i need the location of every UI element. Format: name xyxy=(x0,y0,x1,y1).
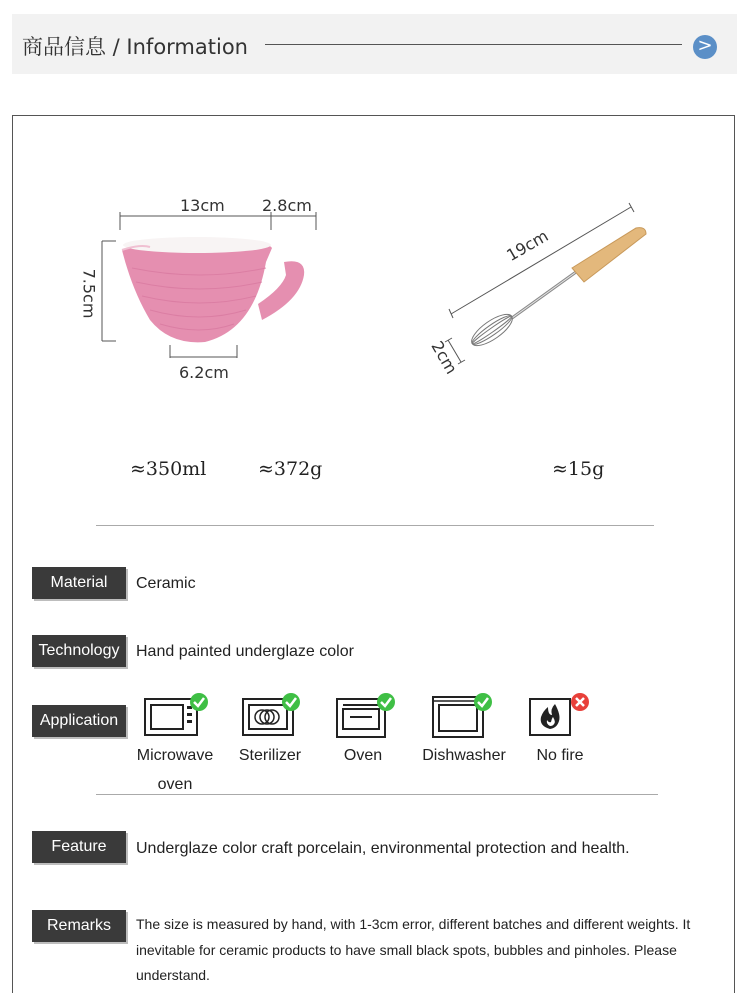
whisk-weight-value: ≈15g xyxy=(552,458,605,480)
technology-label: Technology xyxy=(32,635,126,667)
feature-value: Underglaze color craft porcelain, environmental protection and health. xyxy=(136,840,630,857)
material-label: Material xyxy=(32,567,126,599)
application-label: Application xyxy=(32,705,126,737)
oven-icon xyxy=(334,693,404,743)
app-label-oven: Oven xyxy=(343,747,383,764)
material-value: Ceramic xyxy=(136,575,196,592)
sterilizer-icon xyxy=(240,693,310,743)
app-label-microwave: Microwave oven xyxy=(136,747,214,793)
feature-label: Feature xyxy=(32,831,126,863)
remarks-value: The size is measured by hand, with 1-3cm error, different batches and different weights. It inevitable for ceramic products to have small black spots, bubbles and pinholes. Please understand. xyxy=(136,916,691,983)
section-divider xyxy=(96,525,654,526)
dishwasher-icon xyxy=(430,693,500,743)
app-label-dishwasher: Dishwasher xyxy=(422,747,506,764)
section-divider xyxy=(96,794,658,795)
app-label-no-fire: No fire xyxy=(536,747,584,764)
microwave-icon xyxy=(142,693,212,743)
whisk-length-label: 19cm xyxy=(503,226,552,265)
bowl-base-label: 6.2cm xyxy=(179,363,229,382)
chevron-right-icon[interactable]: > xyxy=(693,35,717,59)
technology-value: Hand painted underglaze color xyxy=(136,643,354,660)
whisk-width-label: 2cm xyxy=(427,337,462,378)
base-dimension xyxy=(170,345,237,358)
bowl-width-label: 13cm xyxy=(180,196,225,215)
app-label-sterilizer: Sterilizer xyxy=(238,747,302,764)
bowl-weight-value: ≈372g xyxy=(258,458,323,480)
fire-icon xyxy=(527,693,597,743)
whisk xyxy=(467,228,646,352)
height-dimension xyxy=(102,241,116,341)
spout-label: 2.8cm xyxy=(262,196,312,215)
section-title: 商品信息 / Information xyxy=(22,35,248,59)
bowl-height-label: 7.5cm xyxy=(79,268,99,319)
mixing-bowl xyxy=(122,237,304,342)
capacity-value: ≈350ml xyxy=(130,458,207,480)
remarks-label: Remarks xyxy=(32,910,126,942)
